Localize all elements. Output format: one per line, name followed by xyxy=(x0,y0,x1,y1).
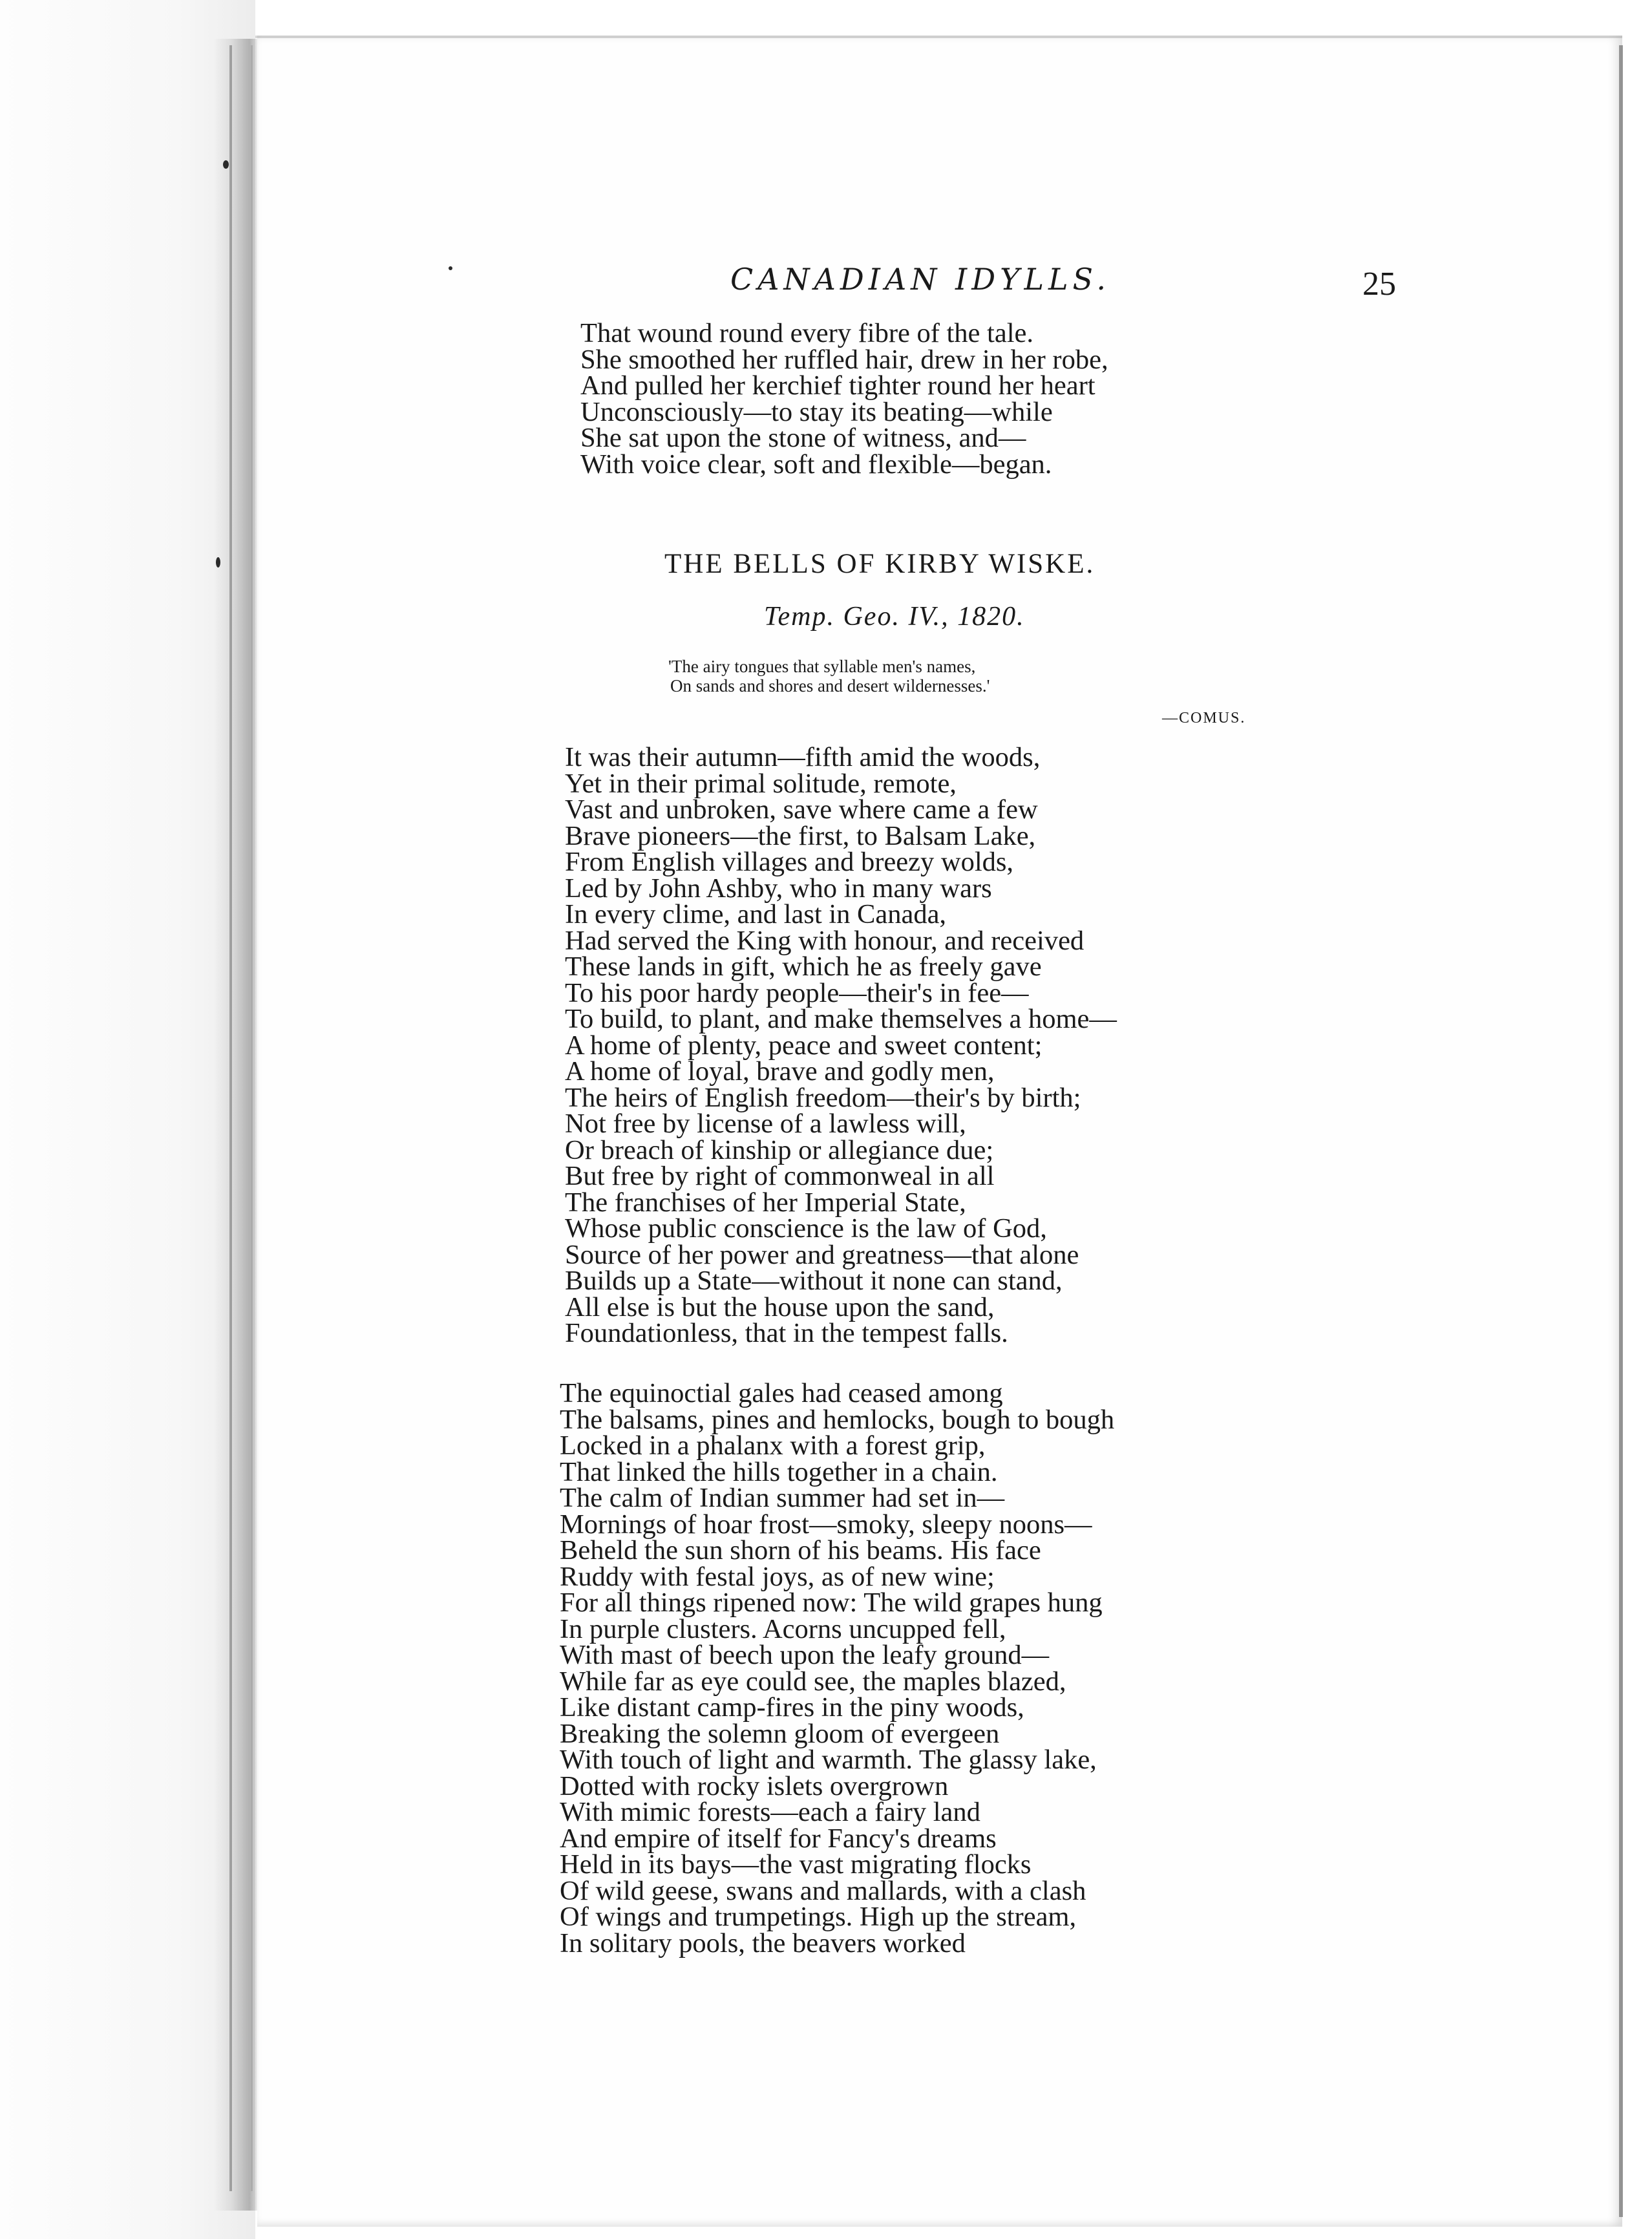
verse-line: It was their autumn—fifth amid the woods, xyxy=(565,742,1041,772)
verse-line: Ruddy with festal joys, as of new wine; xyxy=(560,1561,995,1592)
verse-line: Held in its bays—the vast migrating flocks xyxy=(560,1849,1032,1880)
verse-line: Foundationless, that in the tempest falls. xyxy=(565,1318,1008,1348)
stanza-two xyxy=(560,1378,1115,1958)
stanza-opening xyxy=(580,318,1108,480)
verse-line: With mimic forests—each a fairy land xyxy=(560,1797,980,1827)
poem-subtitle: Temp. Geo. IV., 1820. xyxy=(764,602,1025,631)
verse-line: These lands in gift, which he as freely gave xyxy=(565,951,1042,982)
verse-line: Of wings and trumpetings. High up the stream, xyxy=(560,1902,1077,1932)
epigraph xyxy=(668,657,990,695)
verse-line: While far as eye could see, the maples blazed, xyxy=(560,1666,1066,1697)
page-top-edge xyxy=(255,36,1622,38)
verse-line: Whose public conscience is the law of God, xyxy=(565,1213,1047,1244)
page-edge-line xyxy=(251,45,253,2191)
verse-line: And pulled her kerchief tighter round her heart xyxy=(580,370,1096,401)
verse-line: Beheld the sun shorn of his beams. His face xyxy=(560,1535,1041,1565)
verse-line: Vast and unbroken, save where came a few xyxy=(565,794,1038,825)
verse-line: The calm of Indian summer had set in— xyxy=(560,1483,1005,1513)
verse-line: To his poor hardy people—their's in fee— xyxy=(565,977,1029,1008)
verse-line: Yet in their primal solitude, remote, xyxy=(565,768,957,799)
verse-line: With voice clear, soft and flexible—began. xyxy=(580,449,1052,480)
verse-line: Brave pioneers—the first, to Balsam Lake, xyxy=(565,820,1036,851)
verse-line: With mast of beech upon the leafy ground— xyxy=(560,1640,1050,1670)
verse-line: To build, to plant, and make themselves a home— xyxy=(565,1004,1117,1034)
verse-line: The heirs of English freedom—their's by birth; xyxy=(565,1082,1081,1113)
verse-line: Builds up a State—without it none can stand, xyxy=(565,1266,1063,1296)
scan-speck xyxy=(449,266,452,270)
verse-line: But free by right of commonweal in all xyxy=(565,1161,995,1191)
verse-line: And empire of itself for Fancy's dreams xyxy=(560,1823,997,1854)
verse-line: In purple clusters. Acorns uncupped fell, xyxy=(560,1613,1006,1644)
page-right-edge xyxy=(1619,45,1623,2217)
verse-line: Locked in a phalanx with a forest grip, xyxy=(560,1430,986,1461)
scan-speck xyxy=(223,160,229,169)
verse-line: Like distant camp-fires in the piny woods, xyxy=(560,1692,1024,1723)
verse-line: Source of her power and greatness—that alone xyxy=(565,1239,1079,1270)
verse-line: Of wild geese, swans and mallards, with a clash xyxy=(560,1875,1086,1906)
running-head: CANADIAN IDYLLS. xyxy=(730,262,1111,297)
verse-line: She sat upon the stone of witness, and— xyxy=(580,423,1026,453)
epigraph-attribution: —COMUS. xyxy=(1162,710,1246,727)
verse-line: A home of loyal, brave and godly men, xyxy=(565,1056,995,1087)
verse-line: Not free by license of a lawless will, xyxy=(565,1109,966,1139)
verse-line: For all things ripened now: The wild grapes hung xyxy=(560,1587,1103,1618)
verse-line: The franchises of her Imperial State, xyxy=(565,1187,966,1218)
verse-line: The balsams, pines and hemlocks, bough to bough xyxy=(560,1404,1115,1435)
verse-line: With touch of light and warmth. The glassy lake, xyxy=(560,1745,1097,1775)
verse-line: Led by John Ashby, who in many wars xyxy=(565,873,992,904)
verse-line: All else is but the house upon the sand, xyxy=(565,1291,995,1322)
verse-line: Mornings of hoar frost—smoky, sleepy noons— xyxy=(560,1509,1092,1540)
epigraph-line: On sands and shores and desert wildernesses.' xyxy=(670,676,990,695)
verse-line: That linked the hills together in a chain. xyxy=(560,1456,998,1487)
page-number: 25 xyxy=(1362,266,1396,302)
scan-speck xyxy=(216,557,220,568)
verse-line: From English villages and breezy wolds, xyxy=(565,847,1014,877)
verse-line: Unconsciously—to stay its beating—while xyxy=(580,396,1053,427)
poem-title: THE BELLS OF KIRBY WISKE. xyxy=(664,549,1096,579)
verse-line: In every clime, and last in Canada, xyxy=(565,899,947,929)
verse-line: A home of plenty, peace and sweet content; xyxy=(565,1030,1043,1061)
verse-line: That wound round every fibre of the tale. xyxy=(580,318,1034,348)
verse-line: She smoothed her ruffled hair, drew in her robe, xyxy=(580,344,1108,375)
gutter-shadow-line xyxy=(229,45,232,2191)
verse-line: Dotted with rocky islets overgrown xyxy=(560,1770,949,1801)
verse-line: Or breach of kinship or allegiance due; xyxy=(565,1134,994,1165)
stanza-one xyxy=(565,742,1117,1348)
verse-line: Had served the King with honour, and received xyxy=(565,925,1085,956)
verse-line: The equinoctial gales had ceased among xyxy=(560,1378,1003,1408)
verse-line: In solitary pools, the beavers worked xyxy=(560,1927,966,1958)
verse-line: Breaking the solemn gloom of evergeen xyxy=(560,1718,1000,1749)
epigraph-line: 'The airy tongues that syllable men's names, xyxy=(668,657,976,676)
